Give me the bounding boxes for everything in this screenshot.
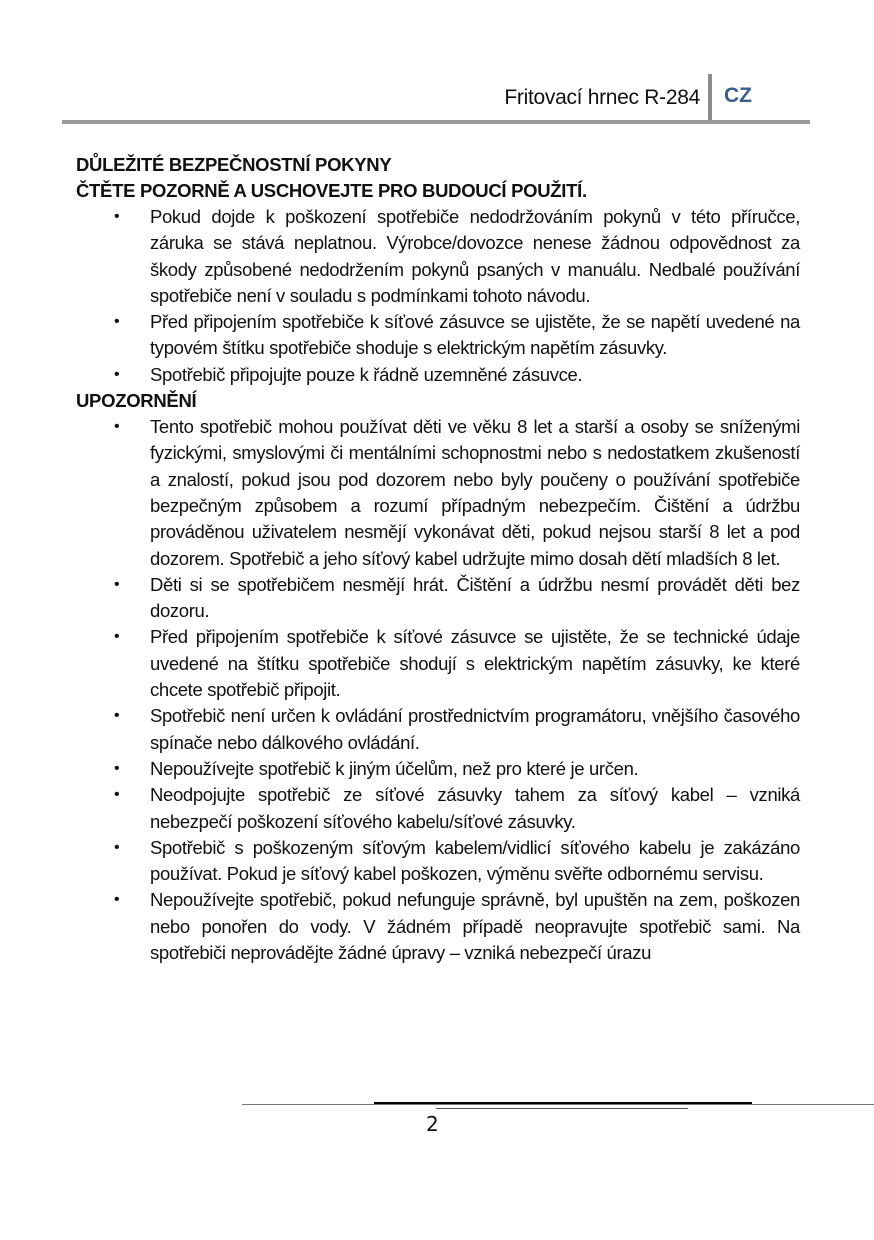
list-item [76,756,800,782]
list-item-text: Děti si se spotřebičem nesmějí hrát. Čištění a údržbu nesmí provádět děti bez dozoru. [150,573,800,622]
page-content [76,152,800,966]
footer-rule-short [436,1108,688,1109]
list-item-text: Spotřebič není určen k ovládání prostřednictvím programátoru, vnějšího časového spínače nebo dálkového ovládání. [150,705,800,753]
list-item [76,835,800,888]
bullet-icon: • [114,786,120,804]
bullet-icon: • [114,891,120,909]
list-item-text: Nepoužívejte spotřebič, pokud nefunguje správně, byl upuštěn na zem, poškozen nebo ponořen do vody. V žádném případě neopravujte spotřebič sami. Na spotřebiči neprovádějte žádné úpravy – vzniká nebezpečí úrazu [150,889,800,964]
footer-rule [242,1104,874,1105]
header-rule [62,120,810,124]
list-item [76,572,800,625]
list-item [76,887,800,966]
bullet-icon: • [114,575,120,593]
list-item [76,362,800,388]
list-item [76,414,800,572]
page-number: 2 [426,1112,439,1136]
language-code: CZ [724,84,752,107]
bullet-icon: • [114,313,120,331]
header-separator [708,74,712,120]
list-item-text: Tento spotřebič mohou používat děti ve věku 8 let a starší a osoby se sníženými fyzickými, smyslovými či mentálními schopnostmi nebo s nedostatkem zkušeností a znalostí, pokud jsou pod dozorem nebo byly poučeny o používání spotřebiče bezpečným způsobem a rozumí případným nebezpečím. Čištění a údržbu prováděnou uživatelem nesmějí vykonávat děti, pokud nejsou starší 8 let a pod dozorem. Spotřebič a jeho síťový kabel udržujte mimo dosah dětí mladších 8 let. [150,416,800,569]
list-item [76,624,800,703]
list-item-text: Před připojením spotřebiče k síťové zásuvce se ujistěte, že se technické údaje uvedené na štítku spotřebiče shodují s elektrickým napětím zásuvky, ke které chcete spotřebič připojit. [150,626,800,701]
page-header [62,74,810,124]
list-item-text: Před připojením spotřebiče k síťové zásuvce se ujistěte, že se napětí uvedené na typovém štítku spotřebiče shoduje s elektrickým napětím zásuvky. [150,311,800,359]
list-item [76,204,800,309]
bullet-icon: • [114,418,120,436]
list-item [76,703,800,756]
bullet-icon: • [114,628,120,646]
bullet-icon: • [114,208,120,225]
bullet-icon: • [114,365,120,383]
list-item-text: Neodpojujte spotřebič ze síťové zásuvky tahem za síťový kabel – vzniká nebezpečí poškození síťového kabelu/síťové zásuvky. [150,784,800,832]
bullet-icon: • [114,707,120,725]
read-carefully-heading: ČTĚTE POZORNĚ A USCHOVEJTE PRO BUDOUCÍ POUŽITÍ. [76,180,587,201]
list-item-text: Spotřebič připojujte pouze k řádně uzemněné zásuvce. [150,363,583,385]
bullet-icon: • [114,838,120,856]
list-item-text: Nepoužívejte spotřebič k jiným účelům, než pro které je určen. [150,757,639,779]
list-item-text: Pokud dojde k poškození spotřebiče nedodržováním pokynů v této příručce, záruka se stává neplatnou. Výrobce/dovozce nenese žádnou odpovědnost za škody způsobené nedodržením pokynů psaných v manuálu. Nedbalé používání spotřebiče není v souladu s podmínkami tohoto návodu. [150,206,800,306]
list-item [76,782,800,835]
bullet-icon: • [114,759,120,777]
footer-rule-bold [374,1102,752,1104]
list-item [76,309,800,362]
safety-heading: DŮLEŽITÉ BEZPEČNOSTNÍ POKYNY [76,154,392,175]
safety-list [76,204,800,388]
warning-list [76,414,800,966]
warning-heading: UPOZORNĚNÍ [76,390,197,412]
list-item-text: Spotřebič s poškozeným síťovým kabelem/vidlicí síťového kabelu je zakázáno používat. Pokud je síťový kabel poškozen, výměnu svěřte odbornému servisu. [150,836,800,885]
document-title: Fritovací hrnec R-284 [504,86,700,109]
